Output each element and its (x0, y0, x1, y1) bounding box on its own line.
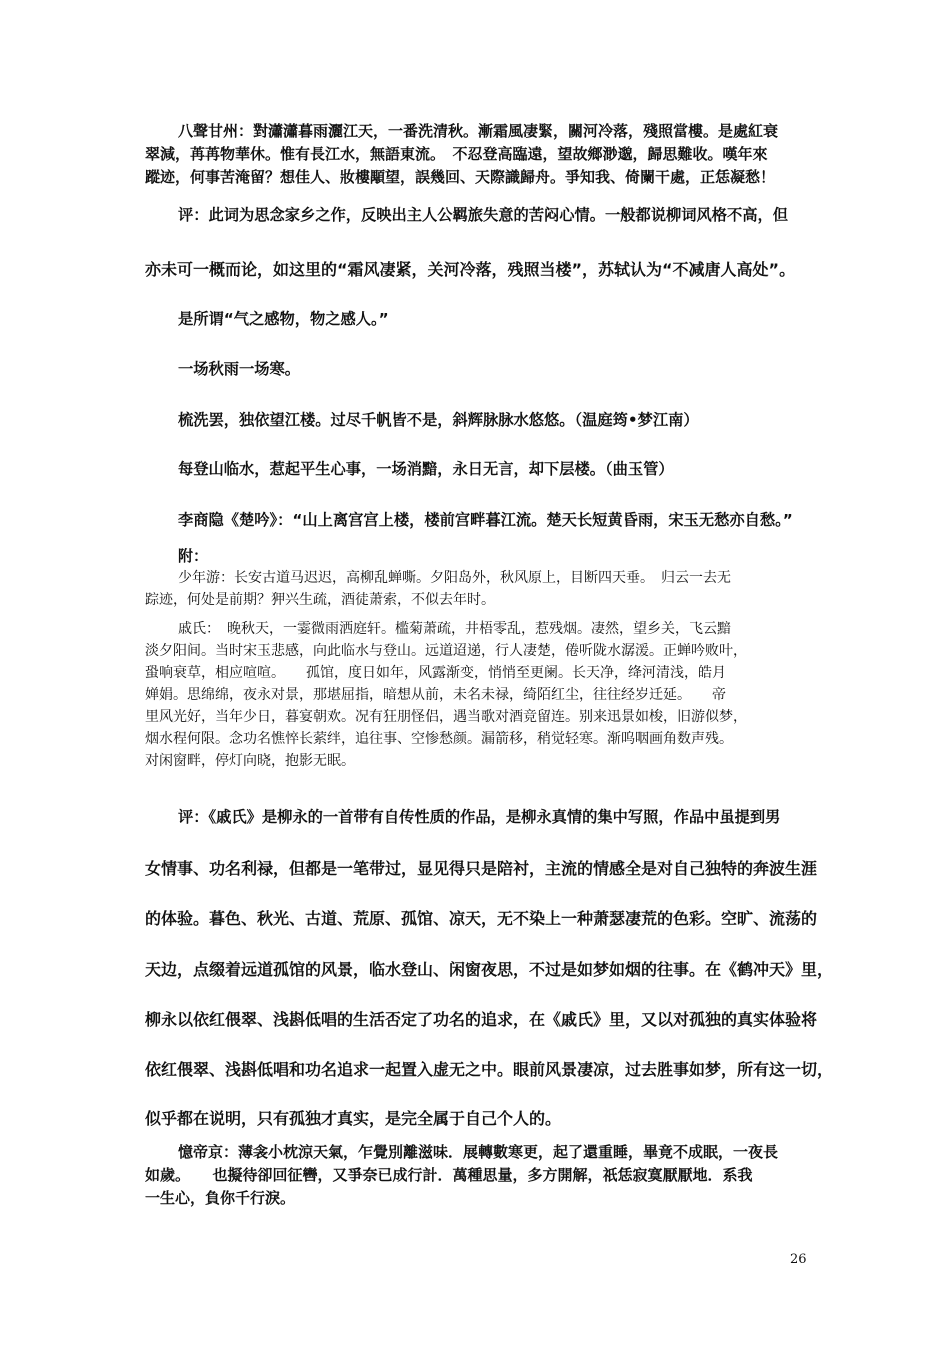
poem-line: 淡夕阳间。当时宋玉悲感，向此临水与登山。远道迢递，行人凄楚，倦听陇水潺湲。正蝉吟败叶， (145, 643, 747, 659)
poem-line: 憶帝京：薄衾小枕涼天氣，乍覺別離滋味．展轉數寒更，起了還重睡，畢竟不成眠，一夜長 (178, 1143, 779, 1161)
comment-line: 每登山临水，惹起平生心事，一场消黯，永日无言，却下层楼。（曲玉管） (178, 460, 674, 478)
comment-line: 女情事、功名利禄，但都是一笔带过，显见得只是陪衬，主流的情感全是对自己独特的奔波生涯 (145, 859, 818, 878)
comment-line: 评：《戚氏》是柳永的一首带有自传性质的作品，是柳永真情的集中写照，作品中虽提到男 (178, 808, 781, 826)
comment-line: 的体验。暮色、秋光、古道、荒原、孤馆、凉天，无不染上一种萧瑟凄荒的色彩。空旷、流荡的 (145, 909, 818, 928)
poem-qishi (145, 618, 860, 772)
comment-line: 似乎都在说明，只有孤独才真实，是完全属于自己个人的。 (145, 1109, 562, 1128)
comment-line: 亦未可一概而论，如这里的“霜风凄紧，关河冷落，残照当楼”，苏轼认为“不减唐人高处”。 (145, 260, 796, 279)
poem-line: 里风光好，当年少日，暮宴朝欢。况有狂朋怪侣，遇当歌对酒竞留连。别来迅景如梭，旧游似梦， (145, 709, 747, 725)
poem-line: 八聲甘州：對瀟瀟暮雨灑江天，一番洗清秋。漸霜風凄緊，關河冷落，殘照當樓。是處紅衰 (178, 122, 779, 140)
comment-line: 柳永以依红偎翠、浅斟低唱的生活否定了功名的追求，在《戚氏》里，又以对孤独的真实体验将 (145, 1010, 818, 1029)
poem-line: 对闲窗畔，停灯向晓，抱影无眠。 (145, 753, 355, 769)
poem-line: 戚氏： 晚秋天，一霎微雨洒庭轩。槛菊萧疏，井梧零乱，惹残烟。凄然，望乡关，飞云黯 (178, 621, 731, 637)
poem-shaonian-you (145, 567, 860, 611)
poem-line: 烟水程何限。念功名憔悴长萦绊，追往事、空惨愁颜。漏箭移，稍觉轻寒。渐呜咽画角数声残。 (145, 731, 733, 747)
poem-yi-dijing (145, 1141, 860, 1210)
comment-line: 天边，点缀着远道孤馆的风景，临水登山、闲窗夜思，不过是如梦如烟的往事。在《鹤冲天》里， (145, 960, 834, 979)
comment-line: 是所谓“气之感物，物之感人。” (178, 310, 389, 328)
comment-line: 梳洗罢，独依望江楼。过尽千帆皆不是，斜辉脉脉水悠悠。（温庭筠•梦江南） (178, 411, 699, 429)
poem-line: 蹤迹，何事苦淹留？想佳人、妝樓顒望，誤幾回、天際識歸舟。爭知我、倚闌干處，正恁凝愁！ (145, 168, 776, 186)
poem-basheng-ganzhou (145, 120, 860, 189)
appendix-heading: 附： (178, 547, 209, 565)
poem-line: 翠減，苒苒物華休。惟有長江水，無語東流。 不忍登高臨遠，望故鄉渺邈，歸思難收。嘆年來 (145, 145, 768, 163)
comment-line: 评：此词为思念家乡之作，反映出主人公羁旅失意的苦闷心情。一般都说柳词风格不高，但 (178, 206, 788, 224)
comment-line: 依红偎翠、浅斟低唱和功名追求一起置入虚无之中。眼前风景凄凉，过去胜事如梦，所有这一切， (145, 1060, 834, 1079)
poem-line: 婵娟。思绵绵，夜永对景，那堪屈指，暗想从前，未名未禄，绮陌红尘，往往经岁迁延。 帝 (145, 687, 726, 703)
poem-line: 如歲。 也擬待卻回征轡，又爭奈已成行計．萬種思量，多方開解，祇恁寂寞厭厭地．系我 (145, 1166, 753, 1184)
comment-line: 李商隐《楚吟》：“山上离宫宫上楼，楼前宫畔暮江流。楚天长短黄昏雨，宋玉无愁亦自愁。” (178, 511, 793, 529)
poem-line: 少年游：长安古道马迟迟，高柳乱蝉嘶。夕阳岛外，秋风原上，目断四天垂。 归云一去无 (178, 570, 731, 586)
comment-line: 一场秋雨一场寒。 (178, 360, 300, 378)
poem-line: 一生心，負你千行淚。 (145, 1189, 296, 1207)
poem-line: 踪迹，何处是前期？狎兴生疏，酒徒萧索，不似去年时。 (145, 592, 495, 608)
poem-line: 蛩响衰草，相应喧喧。 孤馆，度日如年，风露渐变，悄悄至更阑。长天净，绛河清浅，皓月 (145, 665, 726, 681)
page-number: 26 (790, 1252, 807, 1267)
